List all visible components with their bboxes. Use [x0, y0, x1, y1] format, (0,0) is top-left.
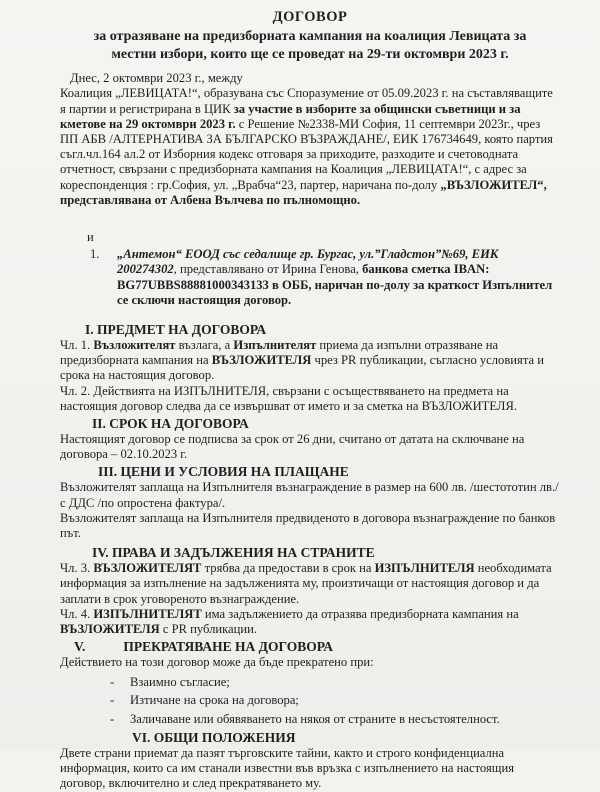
- section-3-heading: III. ЦЕНИ И УСЛОВИЯ НА ПЛАЩАНЕ: [98, 464, 349, 480]
- party-one-election-bold: за участие в изборите за общински съветници и за кметове на 29 октомври 2023 г.: [60, 101, 521, 131]
- party-one-text-2: с Решение №2338-МИ София, 11 септември 2023г., чрез ПП АБВ /АЛТЕРНАТИВА ЗА БЪЛГАРСКО ВЪЗРАЖДАНЕ/, ЕИК 176734649, която партия съгл.чл.164 ал.2 от Изборния кодекс отговаря за приходите, разходите и счетоводната отчетност, свързани с предизборната кампания на Коалиция „ЛЕВИЦАТА!“, с адрес за кореспонденция : гр.София, ул. „Врабча“23, партер, наричана по-долу: [60, 116, 553, 192]
- article-1: [60, 338, 560, 384]
- party-one-paragraph: [60, 86, 560, 208]
- article-4-text-a: има задължението да отразява предизборната кампания на: [201, 606, 519, 621]
- article-1-client: Възложителят: [93, 338, 176, 353]
- section-3-payment-amount: Възложителят заплаща на Изпълнителя възнаграждение в размер на 600 лв. /шестототин лв./ с ДДС /по опростена фактура/.: [60, 480, 559, 510]
- article-1-text-a: възлага, а: [175, 338, 234, 353]
- list-item: [110, 710, 560, 729]
- document-subtitle: [60, 28, 560, 64]
- list-item-text: Взаимно съгласие;: [130, 674, 230, 689]
- section-6-heading: VI. ОБЩИ ПОЛОЖЕНИЯ: [132, 730, 296, 745]
- list-item: [110, 691, 560, 710]
- party-two-number: 1.: [90, 247, 100, 262]
- termination-list: [110, 673, 560, 729]
- article-3-label: Чл. 3.: [60, 561, 94, 576]
- dash-bullet: -: [110, 693, 115, 707]
- article-2: Чл. 2. Действията на ИЗПЪЛНИТЕЛЯ, свързани с осъществяването на предмета на настоящия договор следва да се извършват от името и за сметка на ВЪЗЛОЖИТЕЛЯ.: [60, 383, 517, 413]
- contract-date: Днес, 2 октомври 2023 г., между: [70, 71, 243, 86]
- subtitle-line-1: за отразяване на предизборната кампания на коалиция Левицата за: [93, 29, 527, 45]
- section-5-title: ПРЕКРАТЯВАНЕ НА ДОГОВОРА: [123, 639, 333, 655]
- list-item-text: Изтичане на срока на договора;: [130, 693, 299, 707]
- dash-bullet: -: [110, 674, 115, 689]
- section-4-heading: IV. ПРАВА И ЗАДЪЛЖЕНИЯ НА СТРАНИТЕ: [92, 545, 375, 561]
- article-1-text-b: приема да изпълни отразяване на предизборната кампания на: [60, 338, 499, 368]
- article-1-label: Чл. 1.: [60, 338, 94, 353]
- party-two-paragraph: [117, 247, 560, 308]
- list-item-text: Заличаване или обявяването на някоя от страните в несъстоятелност.: [130, 711, 500, 726]
- article-1-contractor: Изпълнителят: [233, 338, 317, 353]
- article-4-text-b: с PR публикации.: [159, 622, 257, 637]
- article-4-label: Чл. 4.: [60, 606, 94, 621]
- article-3-contractor: ИЗПЪЛНИТЕЛЯ: [374, 561, 475, 576]
- section-1-heading: I. ПРЕДМЕТ НА ДОГОВОРА: [85, 322, 267, 338]
- dash-bullet: -: [110, 711, 115, 726]
- section-5-number: V.: [74, 639, 86, 655]
- party-two-company: „Антемон“ ЕООД със седалище гр. Бургас, ул.”Гладстон”№69, ЕИК 200274302: [117, 247, 499, 277]
- conjunction-and: и: [87, 230, 94, 245]
- section-2-heading: II. СРОК НА ДОГОВОРА: [92, 416, 249, 432]
- section-3-payment-method: Възложителят заплаща на Изпълнителя предвиденото в договора възнаграждение по банков път.: [60, 510, 556, 541]
- party-two-bank-details: банкова сметка IBAN: BG77UBBS88881000343133 в ОББ, наричан по-долу за краткост Изпълнител се сключи настоящия договор.: [117, 262, 553, 307]
- subtitle-line-2: местни избори, които ще се проведат на 29-ти октомври 2023 г.: [111, 47, 509, 63]
- article-4: [60, 607, 560, 637]
- section-5-intro: Действието на този договор може да бъде прекратено при:: [60, 655, 374, 670]
- section-5-heading: [74, 639, 560, 655]
- party-two-item: [90, 247, 560, 308]
- party-one-text-1: Коалиция „ЛЕВИЦАТА!“, образувана със Споразумение от 05.09.2023 г. на съставляващите я партии и регистрирана в ЦИК: [60, 86, 553, 116]
- article-1-text-c: чрез PR публикации, съгласно условията и срока на настоящия договор.: [60, 353, 544, 383]
- article-3: [60, 561, 560, 607]
- party-two-representative: , представлявано от Ирина Генова,: [173, 262, 363, 277]
- section-2-text: Настоящият договор се подписва за срок от 26 дни, считано от датата на сключване на договора – 02.10.2023 г.: [60, 432, 525, 462]
- party-one-client-bold: „ВЪЗЛОЖИТЕЛ“, представлявана от Албена Вълчева по пълномощно.: [60, 177, 547, 207]
- article-1-client-caps: ВЪЗЛОЖИТЕЛЯ: [211, 353, 312, 368]
- document-title: ДОГОВОР: [272, 9, 348, 25]
- article-3-text-b: необходимата информация за изпълнение на задълженията му, произтичащи от настоящия договор и да заплати в срок уговореното възнаграждение.: [60, 561, 552, 606]
- section-6-text: Двете страни приемат да пазят търговските тайни, както и строго конфиденциална информация, които са им станали известни във връзка с изпълнението на настоящия договор, включително и след прекратяването му.: [60, 746, 515, 791]
- article-4-contractor: ИЗПЪЛНИТЕЛЯТ: [93, 606, 202, 621]
- article-3-text-a: трябва да предостави в срок на: [201, 561, 375, 576]
- article-3-client: ВЪЗЛОЖИТЕЛЯТ: [93, 561, 202, 576]
- article-4-client: ВЪЗЛОЖИТЕЛЯ: [60, 622, 160, 637]
- list-item: [110, 673, 560, 692]
